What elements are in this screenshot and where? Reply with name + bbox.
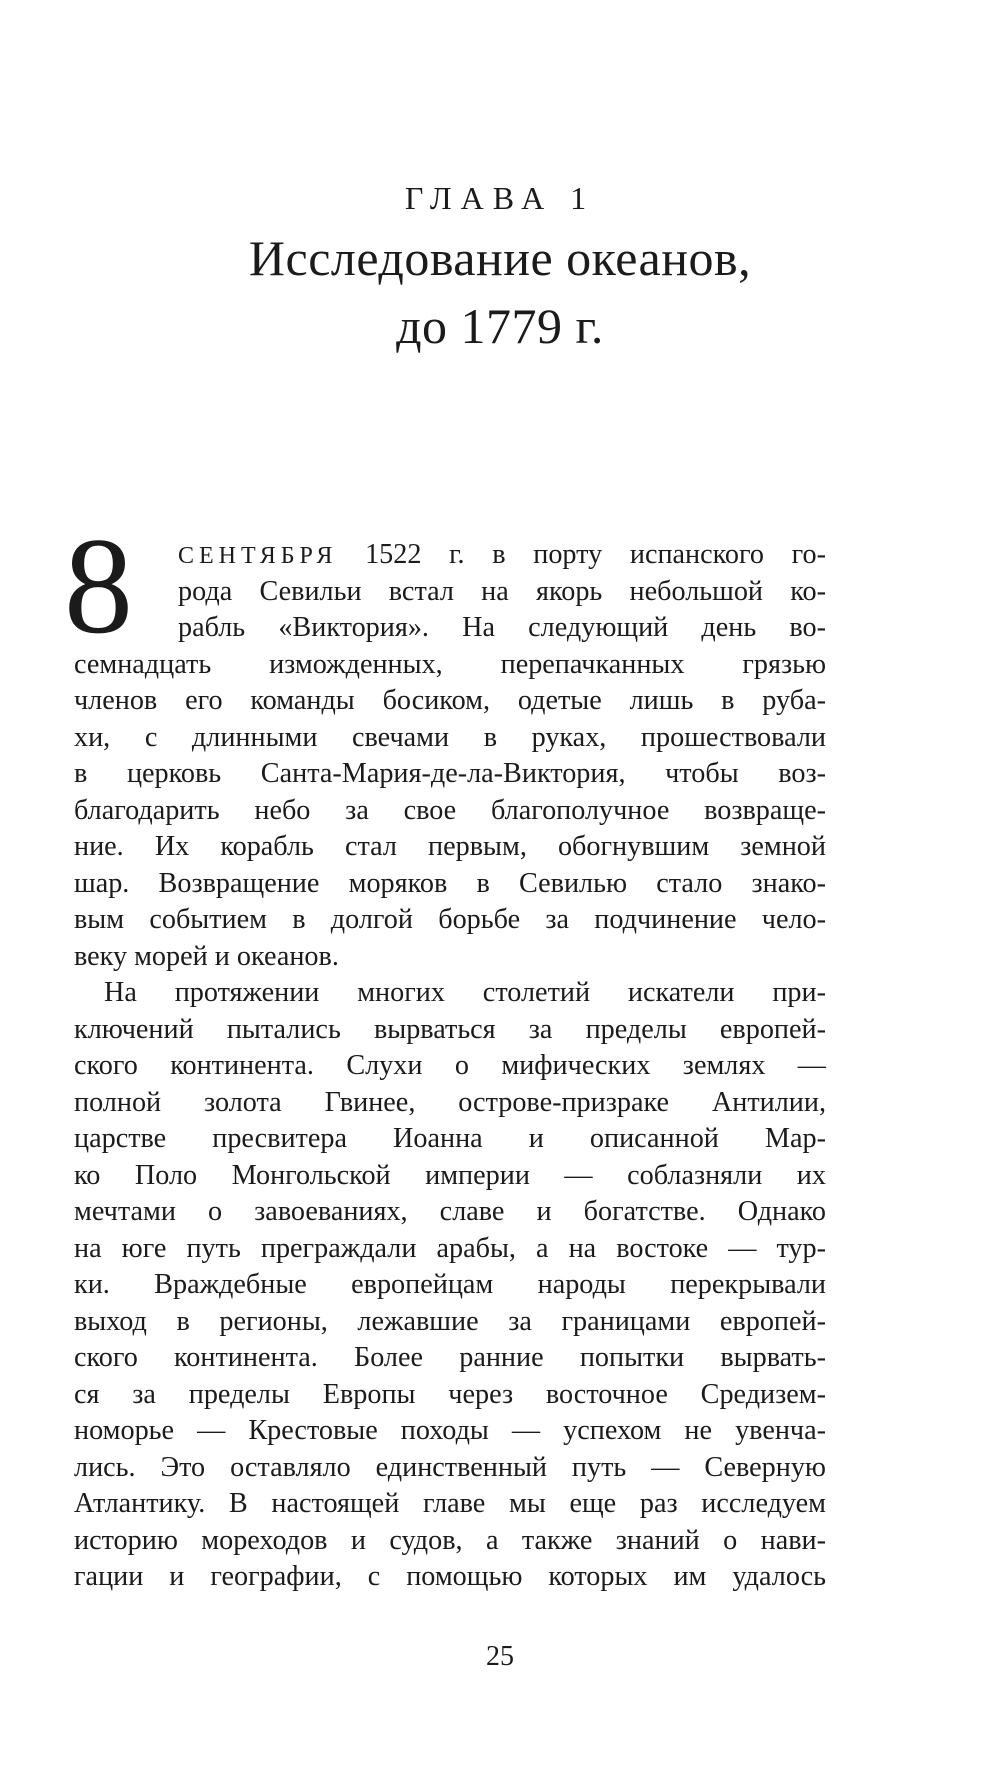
text-line: Атлантику. В настоящей главе мы еще раз исследуем <box>74 1488 826 1519</box>
body-text <box>64 509 826 1596</box>
first-word-smallcaps: СЕНТЯБРЯ <box>178 543 338 569</box>
chapter-label: ГЛАВА 1 <box>404 180 596 216</box>
text-line: шар. Возвращение моряков в Севилью стало знако- <box>74 867 826 899</box>
text-line: На протяжении многих столетий искатели при- <box>104 977 826 1008</box>
text-line: лись. Это оставляло единственный путь — Северную <box>74 1451 826 1483</box>
text-line: ко Поло Монгольской империи — соблазняли их <box>74 1159 826 1191</box>
text-line: веку морей и океанов. <box>74 940 339 972</box>
page-number: 25 <box>486 1641 514 1672</box>
text-line: историю мореходов и судов, а также знаний о нави- <box>74 1524 826 1556</box>
text-line: ки. Враждебные европейцам народы перекрывали <box>74 1269 826 1300</box>
text-line: номорье — Крестовые походы — успехом не увенча- <box>74 1415 826 1446</box>
text-line: полной золота Гвинее, острове-призраке Антилии, <box>74 1086 826 1118</box>
text-line: рабль «Виктория». На следующий день во- <box>178 612 826 643</box>
text-line: вым событием в долгой борьбе за подчинение чело- <box>74 904 826 935</box>
text-line: выход в регионы, лежавшие за границами европей- <box>74 1305 826 1337</box>
text-line: рода Севильи встал на якорь небольшой ко- <box>178 575 826 607</box>
text-line: ся за пределы Европы через восточное Средизем- <box>74 1378 826 1410</box>
text-line: членов его команды босиком, одетые лишь в руба- <box>74 685 826 716</box>
chapter-title-line-1: Исследование океанов, <box>248 230 752 286</box>
text-line: благодарить небо за свое благополучное возвраще- <box>74 794 826 826</box>
text-line: семнадцать изможденных, перепачканных грязью <box>74 648 826 680</box>
drop-cap: 8 <box>64 509 133 662</box>
text-line: ние. Их корабль стал первым, обогнувшим земной <box>74 831 826 862</box>
text-line: гации и географии, с помощью которых им удалось <box>74 1561 826 1592</box>
text-line: в церковь Санта-Мария-де-ла-Виктория, чтобы воз- <box>74 758 826 789</box>
chapter-title-line-2: до 1779 г. <box>396 298 604 354</box>
text-line: на юге путь преграждали арабы, а на востоке — тур- <box>74 1232 826 1264</box>
chapter-title <box>0 224 1000 360</box>
text-line: ского континента. Слухи о мифических землях — <box>74 1050 826 1081</box>
text-line: царстве пресвитера Иоанна и описанной Мар- <box>74 1123 826 1154</box>
text-line: СЕНТЯБРЯ 1522 г. в порту испанского го- <box>178 539 826 570</box>
text-line: мечтами о завоеваниях, славе и богатстве. Однако <box>74 1196 826 1227</box>
text-line: хи, с длинными свечами в руках, прошествовали <box>74 721 826 753</box>
text-line: ключений пытались вырваться за пределы европей- <box>74 1013 826 1045</box>
text-line: ского континента. Более ранние попытки вырвать- <box>74 1342 826 1373</box>
